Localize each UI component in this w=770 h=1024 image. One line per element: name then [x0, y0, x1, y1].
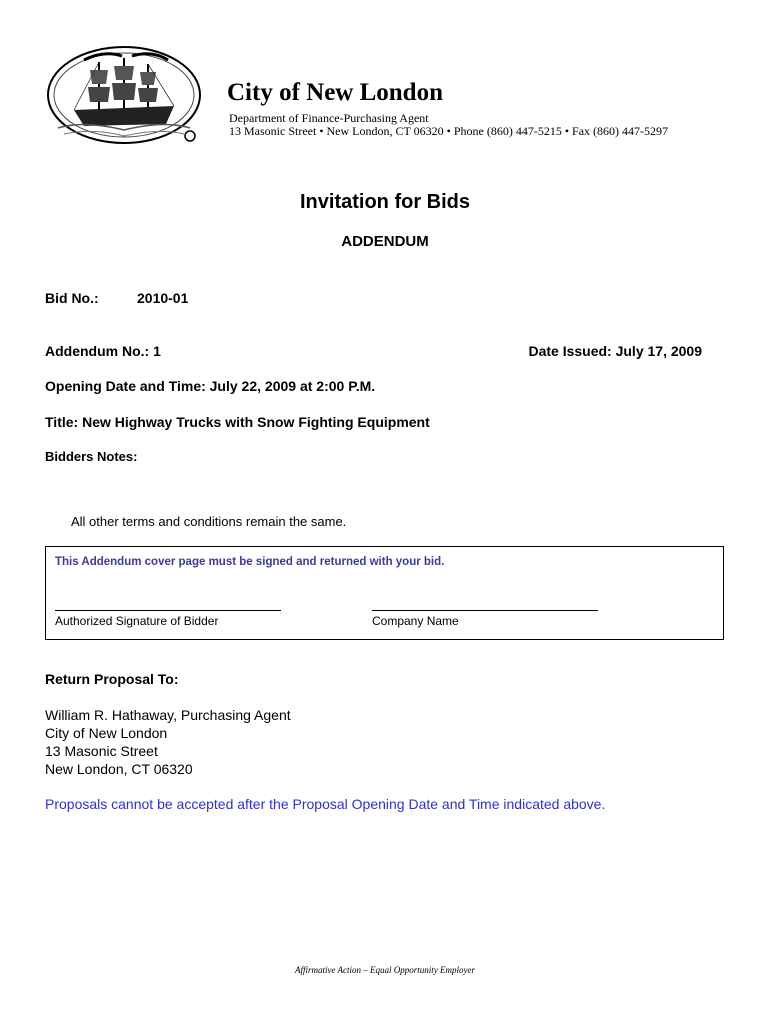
return-address-line: 13 Masonic Street [45, 743, 158, 759]
city-title: City of New London [227, 79, 443, 106]
opening-date-time: Opening Date and Time: July 22, 2009 at 2:00 P.M. [45, 378, 376, 394]
terms-statement: All other terms and conditions remain the same. [71, 514, 347, 529]
deadline-warning: Proposals cannot be accepted after the Proposal Opening Date and Time indicated above. [45, 796, 606, 812]
ship-seal-icon [44, 40, 204, 150]
return-address-line: New London, CT 06320 [45, 761, 193, 777]
return-address-block [45, 706, 291, 778]
department-line: Department of Finance-Purchasing Agent [229, 111, 429, 125]
signature-label: Authorized Signature of Bidder [55, 614, 219, 628]
address-line: 13 Masonic Street • New London, CT 06320 • Phone (860) 447-5215 • Fax (860) 447-5297 [229, 124, 669, 138]
bid-number-label: Bid No.: [45, 290, 99, 306]
return-address-line: William R. Hathaway, Purchasing Agent [45, 707, 291, 723]
bid-title: Title: New Highway Trucks with Snow Fighting Equipment [45, 414, 430, 430]
return-proposal-heading: Return Proposal To: [45, 671, 179, 687]
footer-text: Affirmative Action – Equal Opportunity Employer [294, 965, 476, 975]
document-title: Invitation for Bids [300, 191, 470, 213]
company-name-line [372, 610, 598, 611]
return-address-line: City of New London [45, 725, 168, 741]
bidders-notes-label: Bidders Notes: [45, 449, 138, 464]
signature-line [55, 610, 281, 611]
date-issued: Date Issued: July 17, 2009 [528, 343, 702, 359]
signature-box [45, 546, 724, 640]
document-subtitle: ADDENDUM [341, 233, 429, 250]
addendum-number: Addendum No.: 1 [45, 343, 161, 359]
company-name-label: Company Name [372, 614, 459, 628]
signature-notice: This Addendum cover page must be signed and returned with your bid. [55, 556, 445, 568]
bid-number-value: 2010-01 [137, 290, 189, 306]
